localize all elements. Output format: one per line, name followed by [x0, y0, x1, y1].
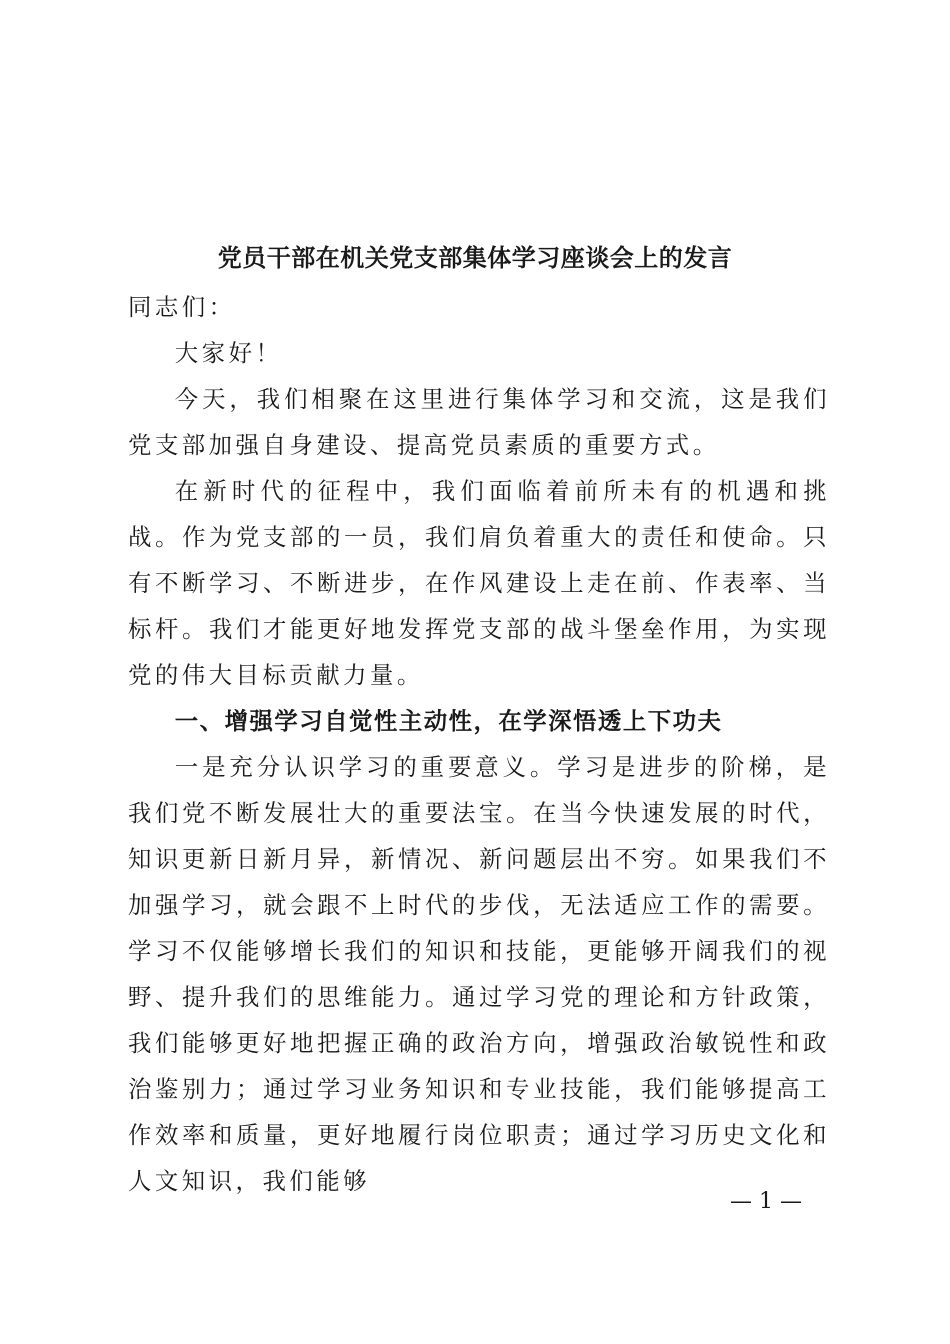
paragraph-context: 在新时代的征程中，我们面临着前所未有的机遇和挑战。作为党支部的一员，我们肩负着重大的责任和使命。只有不断学习、不断进步，在作风建设上走在前、作表率、当标杆。我们才能更好地发挥党支部的战斗堡垒作用，为实现党的伟大目标贡献力量。 [128, 477, 830, 689]
salutation: 同志们： [128, 293, 236, 321]
greeting: 大家好！ [174, 339, 283, 367]
page-number: — 1 — [730, 1189, 802, 1214]
paragraph-intro: 今天，我们相聚在这里进行集体学习和交流，这是我们党支部加强自身建设、提高党员素质的重要方式。 [128, 385, 830, 459]
document-title: 党员干部在机关党支部集体学习座谈会上的发言 [217, 243, 733, 272]
document-body [128, 284, 830, 1204]
section-paragraph: 一是充分认识学习的重要意义。学习是进步的阶梯，是我们党不断发展壮大的重要法宝。在当今快速发展的时代，知识更新日新月异，新情况、新问题层出不穷。如果我们不加强学习，就会跟不上时代的步伐，无法适应工作的需要。学习不仅能够增长我们的知识和技能，更能够开阔我们的视野、提升我们的思维能力。通过学习党的理论和方针政策，我们能够更好地把握正确的政治方向，增强政治敏锐性和政治鉴别力；通过学习业务知识和专业技能，我们能够提高工作效率和质量，更好地履行岗位职责；通过学习历史文化和人文知识，我们能够 [128, 753, 830, 1195]
section-heading: 一、增强学习自觉性主动性，在学深悟透上下功夫 [174, 707, 723, 735]
